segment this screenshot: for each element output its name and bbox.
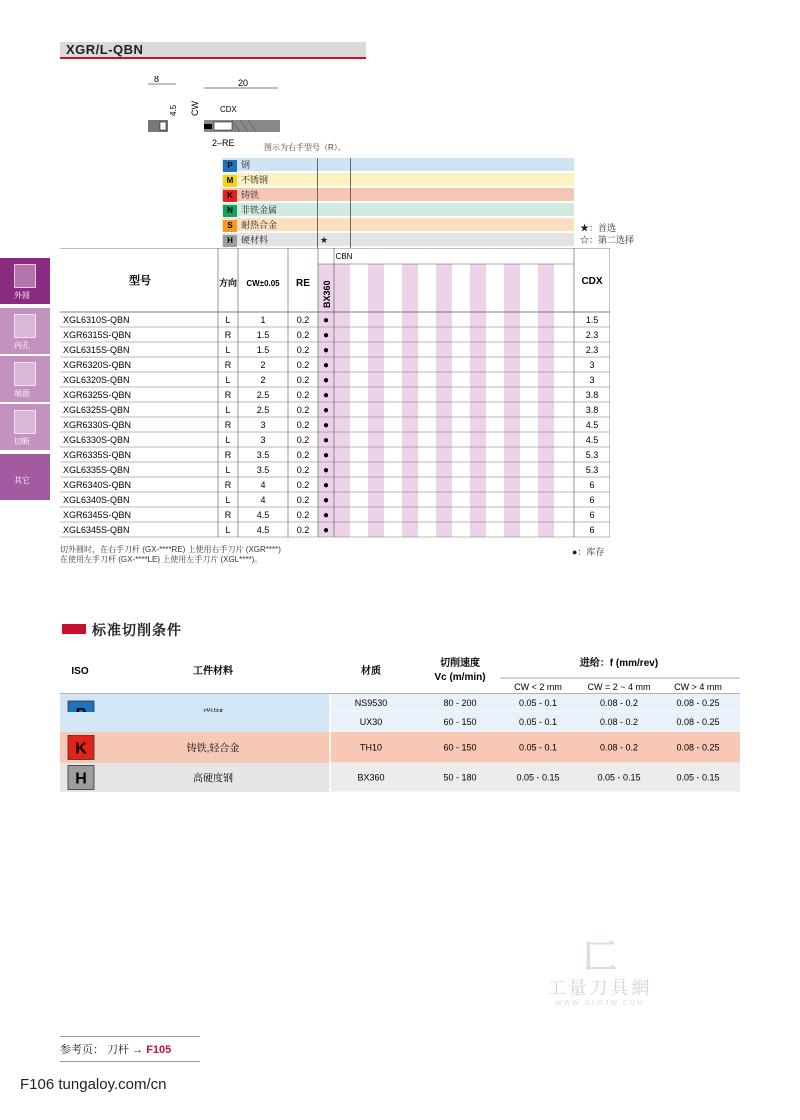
model-code: XGL6315S-QBN — [63, 345, 130, 355]
direction-value: R — [224, 450, 232, 460]
stock-dot: ● — [322, 405, 330, 416]
grade-column-bg — [368, 264, 384, 537]
cw-value: 2 — [260, 375, 266, 385]
cdx-value: 6 — [589, 525, 595, 535]
machining-icon — [14, 264, 36, 288]
header-cbn: CBN — [335, 252, 353, 261]
cw-value: 1 — [260, 315, 266, 325]
insert-diagram — [140, 76, 290, 152]
model-code: XGL6320S-QBN — [63, 375, 130, 385]
model-code: XGL6345S-QBN — [63, 525, 130, 535]
product-table — [60, 248, 610, 540]
re-value: 0.2 — [296, 435, 310, 445]
header-direction: 方向 — [218, 278, 238, 288]
iso-row-k — [222, 188, 574, 202]
sidebar-label: 内孔 — [14, 341, 30, 350]
cw-value: 2.5 — [256, 390, 270, 400]
cw-value: 4 — [260, 480, 266, 490]
re-value: 0.2 — [296, 450, 310, 460]
iso-badge: M — [223, 175, 237, 187]
model-code: XGR6345S-QBN — [63, 510, 132, 520]
iso-code: H — [75, 770, 87, 788]
cdx-value: 6 — [589, 495, 595, 505]
grade-value: TH10 — [359, 742, 383, 753]
watermark-logo: 匚 — [583, 938, 617, 976]
iso-material-name: 耐热合金 — [241, 220, 278, 230]
iso-row-h — [222, 233, 574, 247]
header-cw-2to4: CW = 2 ~ 4 mm — [587, 682, 651, 692]
stock-dot: ● — [322, 435, 330, 446]
model-code: XGL6330S-QBN — [63, 435, 130, 445]
speed-value: 50 - 180 — [443, 772, 477, 783]
row-bg — [60, 712, 330, 732]
speed-value: 80 - 200 — [443, 698, 477, 708]
model-code: XGL6335S-QBN — [63, 465, 130, 475]
iso-code: K — [75, 740, 87, 758]
re-value: 0.2 — [296, 345, 310, 355]
cw-label: CW — [190, 101, 200, 116]
sidebar-label: 端面 — [14, 389, 30, 398]
feed-cw-gt4: 0.08 - 0.25 — [676, 717, 720, 727]
iso-row-p — [222, 158, 574, 172]
cw-value: 2 — [260, 360, 266, 370]
cdx-value: 4.5 — [585, 420, 599, 430]
re-value: 0.2 — [296, 480, 310, 490]
grade-column-bg — [436, 264, 452, 537]
iso-badge: P — [223, 160, 237, 172]
stock-dot: ● — [322, 330, 330, 341]
re-value: 0.2 — [296, 495, 310, 505]
cdx-label: CDX — [220, 105, 237, 114]
stock-dot: ● — [322, 360, 330, 371]
direction-value: L — [225, 525, 231, 535]
iso-badge: N — [223, 205, 237, 217]
cw-value: 2.5 — [256, 405, 270, 415]
stock-dot: ● — [322, 420, 330, 431]
section-title: 标准切削条件 — [62, 620, 182, 640]
sidebar-tab[interactable] — [0, 404, 50, 450]
re-value: 0.2 — [296, 360, 310, 370]
grade-value: NS9530 — [354, 698, 388, 708]
re-value: 0.2 — [296, 525, 310, 535]
sidebar-label: 切断 — [14, 437, 30, 446]
stock-dot: ● — [322, 390, 330, 401]
cdx-value: 6 — [589, 510, 595, 520]
stock-dot: ● — [322, 375, 330, 386]
cdx-value: 3 — [589, 375, 595, 385]
ref-page-link[interactable]: F105 — [146, 1044, 172, 1056]
cdx-value: 2.3 — [585, 330, 599, 340]
iso-badge: H — [223, 235, 237, 247]
speed-value: 60 - 150 — [443, 717, 477, 727]
cw-value: 3.5 — [256, 465, 270, 475]
header-model: 型号 — [129, 275, 151, 287]
cdx-value: 4.5 — [585, 435, 599, 445]
direction-value: R — [224, 360, 232, 370]
header-re: RE — [296, 278, 310, 289]
cdx-value: 2.3 — [585, 345, 599, 355]
re-value: 0.2 — [296, 420, 310, 430]
direction-value: L — [225, 495, 231, 505]
header-cw-lt2: CW < 2 mm — [514, 682, 562, 692]
iso-material-name: 铸铁 — [241, 190, 260, 200]
stock-dot: ● — [322, 345, 330, 356]
feed-cw-2to4: 0.08 - 0.2 — [599, 742, 639, 753]
stock-dot: ● — [322, 450, 330, 461]
sidebar-label: 外圆 — [14, 291, 30, 300]
model-code: XGR6325S-QBN — [63, 390, 132, 400]
iso-material-name: 钢 — [241, 160, 251, 170]
header-iso: ISO — [71, 666, 89, 677]
cw-value: 3 — [260, 420, 266, 430]
iso-material-name: 硬材料 — [241, 235, 269, 245]
dim-4-5: 4.5 — [169, 104, 178, 116]
model-code: XGR6340S-QBN — [63, 480, 132, 490]
model-code: XGL6310S-QBN — [63, 315, 130, 325]
re-value: 0.2 — [296, 510, 310, 520]
iso-badge: K — [223, 190, 237, 202]
header-material: 工件材料 — [193, 666, 233, 677]
re-value: 0.2 — [296, 330, 310, 340]
feed-cw-gt4: 0.08 - 0.25 — [676, 698, 720, 708]
direction-value: L — [225, 465, 231, 475]
feed-cw-lt2: 0.05 - 0.1 — [518, 717, 558, 727]
material-name: 铸铁,轻合金 — [186, 743, 240, 755]
cdx-value: 5.3 — [585, 465, 599, 475]
machining-icon — [14, 362, 36, 386]
grade-value: UX30 — [359, 717, 383, 727]
cdx-value: 6 — [589, 480, 595, 490]
sidebar-tab[interactable] — [0, 308, 50, 354]
cutting-conditions-table — [60, 650, 740, 794]
direction-value: R — [224, 480, 232, 490]
header-speed-unit: Vc (m/min) — [434, 672, 486, 683]
stock-legend: ●：库存 — [572, 547, 605, 557]
right-hand-note: 图示为右手型号（R）。 — [264, 143, 346, 152]
model-code: XGL6340S-QBN — [63, 495, 130, 505]
cw-value: 1.5 — [256, 345, 270, 355]
cdx-value: 3 — [589, 360, 595, 370]
iso-row-m — [222, 173, 574, 187]
sidebar-tab[interactable] — [0, 258, 50, 304]
dim-20: 20 — [238, 78, 249, 88]
direction-value: L — [225, 345, 231, 355]
re-value: 0.2 — [296, 375, 310, 385]
feed-cw-lt2: 0.05 - 0.15 — [516, 772, 560, 783]
direction-value: L — [225, 315, 231, 325]
re-label: 2–RE — [212, 138, 235, 148]
cw-value: 4.5 — [256, 510, 270, 520]
cdx-value: 5.3 — [585, 450, 599, 460]
sidebar-tab[interactable] — [0, 454, 50, 500]
feed-cw-2to4: 0.05 - 0.15 — [597, 772, 641, 783]
iso-material-name: 非铁金属 — [241, 205, 278, 215]
page-footer — [20, 1076, 167, 1093]
page-header: XGR/L-QBN — [60, 42, 366, 59]
model-code: XGR6315S-QBN — [63, 330, 132, 340]
legend-divider — [317, 158, 318, 248]
re-value: 0.2 — [296, 315, 310, 325]
header-cw: CW±0.05 — [246, 279, 280, 288]
header-speed: 切削速度 — [440, 658, 480, 669]
handedness-note: 切外圆时，在右手刀杆 (GX-****RE) 上使用右手刀片 (XGR****) 在使用左手刀杆 (GX-****LE) 上使用左手刀片 (XGL****)。 — [60, 545, 281, 564]
stock-dot: ● — [322, 495, 330, 506]
feed-cw-gt4: 0.08 - 0.25 — [676, 742, 720, 753]
cw-value: 1.5 — [256, 330, 270, 340]
grade-column-bg — [470, 264, 486, 537]
speed-value: 60 - 150 — [443, 742, 477, 753]
direction-value: L — [225, 375, 231, 385]
watermark: 匚 工量刀具網 WWW.GLRJW.COM — [530, 940, 670, 1020]
grade-column-bg — [402, 264, 418, 537]
header-grade: 材质 — [361, 666, 381, 677]
stock-dot: ● — [322, 480, 330, 491]
sidebar-label: 其它 — [14, 476, 30, 485]
feed-cw-lt2: 0.05 - 0.1 — [518, 742, 558, 753]
dim-8: 8 — [154, 76, 160, 84]
cdx-value: 1.5 — [585, 315, 599, 325]
reference-line: 参考页： 刀杆 → F105 — [60, 1036, 200, 1062]
cdx-value: 3.8 — [585, 405, 599, 415]
feed-cw-lt2: 0.05 - 0.1 — [518, 698, 558, 708]
re-value: 0.2 — [296, 390, 310, 400]
cw-value: 4.5 — [256, 525, 270, 535]
website: tungaloy.com/cn — [58, 1076, 167, 1093]
feed-cw-gt4: 0.05 - 0.15 — [676, 772, 720, 783]
model-code: XGR6335S-QBN — [63, 450, 132, 460]
re-value: 0.2 — [296, 405, 310, 415]
direction-value: R — [224, 420, 232, 430]
iso-row-n — [222, 203, 574, 217]
header-cdx: CDX — [581, 276, 603, 287]
cw-value: 4 — [260, 495, 266, 505]
header-grade: BX360 — [322, 280, 332, 308]
grade-column-bg — [538, 264, 554, 537]
iso-row-s — [222, 218, 574, 232]
stock-dot: ● — [322, 465, 330, 476]
machining-icon — [14, 410, 36, 434]
header-cw-gt4: CW > 4 mm — [674, 682, 722, 692]
re-value: 0.2 — [296, 465, 310, 475]
stock-dot: ● — [322, 315, 330, 326]
header-feed: 进给：f (mm/rev) — [579, 658, 659, 669]
cw-value: 3 — [260, 435, 266, 445]
iso-badge: S — [223, 220, 237, 232]
stock-dot: ● — [322, 525, 330, 536]
direction-value: L — [225, 435, 231, 445]
stock-dot: ● — [322, 510, 330, 521]
preferred-star: ★ — [320, 235, 329, 245]
grade-value: BX360 — [357, 772, 385, 783]
model-code: XGR6330S-QBN — [63, 420, 132, 430]
legend-divider — [350, 158, 351, 248]
legend-second: ☆：第二选择 — [580, 235, 635, 245]
direction-value: R — [224, 390, 232, 400]
legend-preferred: ★：首选 — [580, 223, 617, 233]
direction-value: R — [224, 510, 232, 520]
cw-value: 3.5 — [256, 450, 270, 460]
grade-column-bg — [334, 264, 350, 537]
grade-column-bg — [504, 264, 520, 537]
feed-cw-2to4: 0.08 - 0.2 — [599, 717, 639, 727]
model-code: XGL6325S-QBN — [63, 405, 130, 415]
direction-value: R — [224, 330, 232, 340]
model-code: XGR6320S-QBN — [63, 360, 132, 370]
iso-material-name: 不锈钢 — [241, 175, 269, 185]
direction-value: L — [225, 405, 231, 415]
sidebar-tab[interactable] — [0, 356, 50, 402]
machining-icon — [14, 314, 36, 338]
cdx-value: 3.8 — [585, 390, 599, 400]
page-number: F106 — [20, 1076, 55, 1093]
material-name: 高硬度钢 — [193, 773, 233, 785]
feed-cw-2to4: 0.08 - 0.2 — [599, 698, 639, 708]
